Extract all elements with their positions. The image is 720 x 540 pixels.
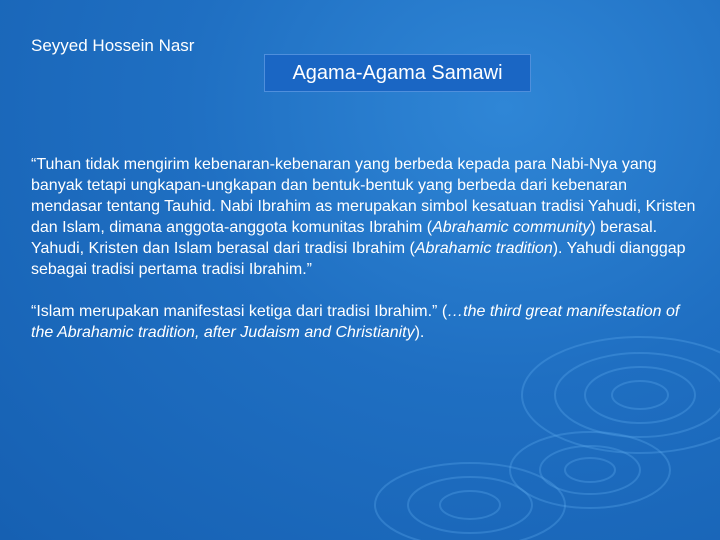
- text-segment: “Islam merupakan manifestasi ketiga dari tradisi Ibrahim.” (: [31, 303, 448, 320]
- title-box: [264, 54, 531, 92]
- quote-paragraph-2: [31, 301, 696, 343]
- text-segment: “Tuhan tidak mengirim kebenaran-kebenaran yang berbeda kepada para Nabi-Nya yang banyak tetapi ungkapan-ungkapan dan bentuk-bentuk yang berbeda dari kebenaran mendasar tentang Tauhid. Nabi Ibrahim as merupakan simbol kesatuan tradisi Yahudi, Kristen dan Islam, dimana anggota-anggota komunitas Ibrahim (: [31, 156, 696, 236]
- text-segment: ) berasal. Yahudi, Kristen dan Islam berasal dari tradisi Ibrahim (: [31, 219, 658, 257]
- slide-title: Agama-Agama Samawi: [292, 61, 503, 84]
- text-segment: ). Yahudi dianggap sebagai tradisi pertama tradisi Ibrahim.”: [31, 240, 686, 278]
- text-segment: ).: [414, 324, 425, 341]
- quote-paragraph-1: [31, 154, 696, 280]
- text-segment-italic: Abrahamic community: [432, 219, 591, 236]
- author-name: Seyyed Hossein Nasr: [31, 36, 195, 55]
- text-segment-italic: …the third great manifestation of the Abrahamic tradition, after Judaism and Christianity: [31, 303, 680, 341]
- quote-body: [31, 154, 696, 343]
- text-segment-italic: Abrahamic tradition: [414, 240, 553, 257]
